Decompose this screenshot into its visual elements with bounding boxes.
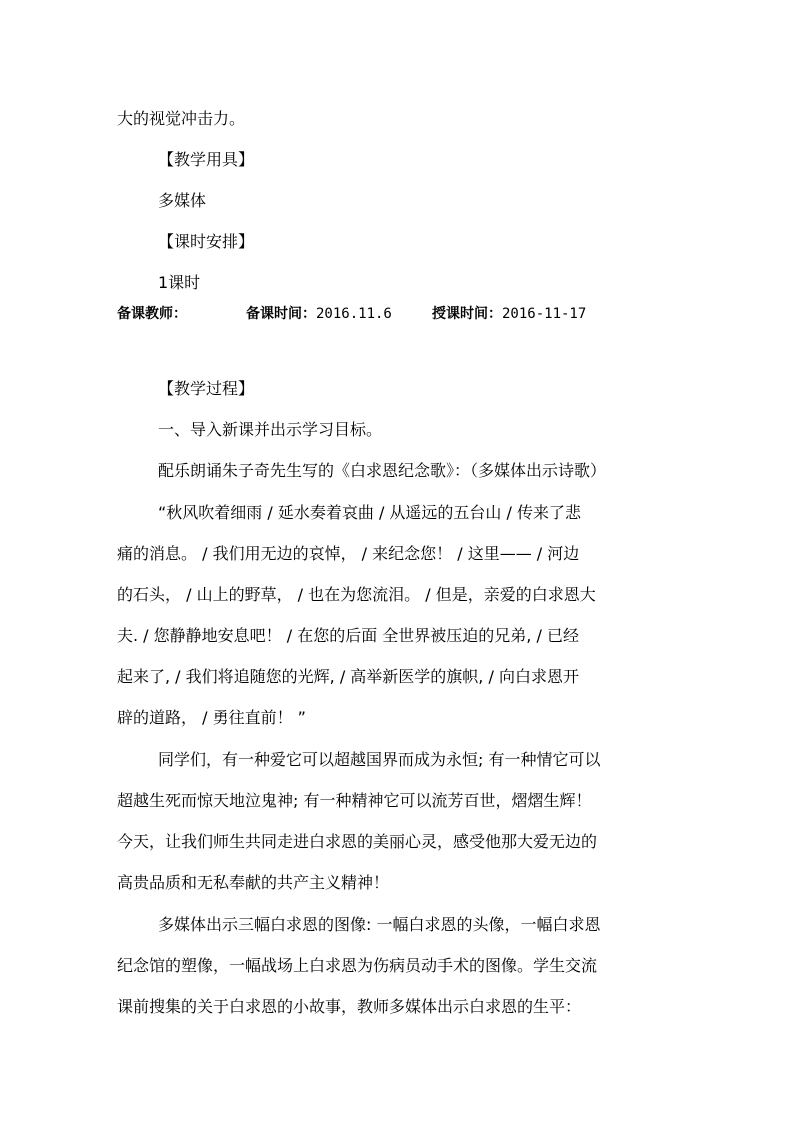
heading-teaching-process: 【教学过程】	[158, 379, 255, 398]
section-intro: 一、导入新课并出示学习目标。	[158, 420, 383, 439]
poem-line-5: 起来了, / 我们将追随您的光辉, / 高举新医学的旗帜, / 向白求恩开	[117, 667, 579, 686]
paragraph-1-line-4: 高贵品质和无私奉献的共产主义精神！	[117, 873, 390, 892]
text-line-schedule: 1课时	[158, 273, 201, 292]
paragraph-1-line-1: 同学们，有一种爱它可以超越国界而成为永恒; 有一种情它可以	[158, 750, 601, 769]
text-line-poem-intro: 配乐朗诵朱子奇先生写的《白求恩纪念歌》：（多媒体出示诗歌）	[158, 461, 607, 480]
text-line-1: 大的视觉冲击力。	[117, 109, 246, 128]
poem-line-2: 痛的消息。 / 我们用无边的哀悼， / 来纪念您！ / 这里—— / 河边	[117, 544, 580, 563]
heading-teaching-tools: 【教学用具】	[158, 150, 255, 169]
poem-line-3: 的石头， / 山上的野草， / 也在为您流泪。 / 但是，亲爱的白求恩大	[117, 585, 596, 604]
paragraph-2-line-1: 多媒体出示三幅白求恩的图像: 一幅白求恩的头像，一幅白求恩	[158, 915, 601, 934]
teach-time: 授课时间：2016-11-17	[432, 306, 587, 322]
poem-line-6: 辟的道路， / 勇往直前！ ”	[117, 708, 306, 727]
poem-line-1: “秋风吹着细雨 / 延水奏着哀曲 / 从遥远的五台山 / 传来了悲	[158, 503, 581, 522]
text-line-tools: 多媒体	[158, 191, 207, 210]
poem-line-4: 夫. / 您静静地安息吧！ / 在您的后面 全世界被压迫的兄弟, / 已经	[117, 626, 579, 645]
paragraph-1-line-2: 超越生死而惊天地泣鬼神; 有一种精神它可以流芳百世，熠熠生辉！	[117, 791, 592, 810]
paragraph-2-line-2: 纪念馆的塑像，一幅战场上白求恩为伤病员动手术的图像。学生交流	[117, 956, 598, 975]
paragraph-1-line-3: 今天，让我们师生共同走进白求恩的美丽心灵，感受他那大爱无边的	[117, 832, 598, 851]
teacher-label: 备课教师：	[117, 306, 187, 322]
paragraph-2-line-3: 课前搜集的关于白求恩的小故事，教师多媒体出示白求恩的生平：	[117, 997, 582, 1016]
prep-time: 备课时间：2016.11.6	[246, 306, 392, 322]
heading-schedule: 【课时安排】	[158, 232, 255, 251]
